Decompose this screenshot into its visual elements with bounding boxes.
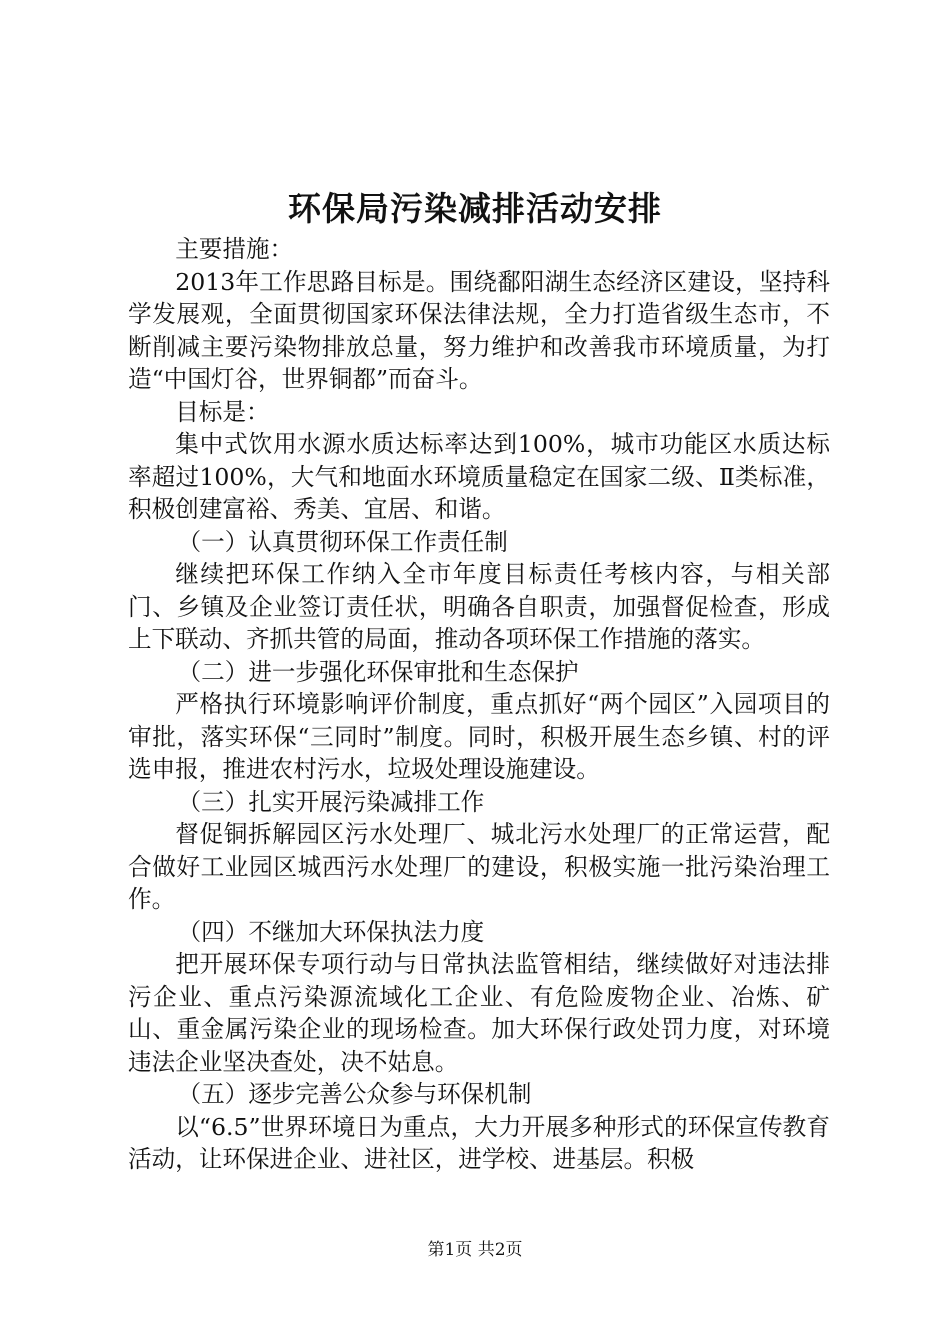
paragraph-section-2: 严格执行环境影响评价制度，重点抓好“两个园区”入园项目的审批，落实环保“三同时”制度。同时，积极开展生态乡镇、村的评选申报，推进农村污水，垃圾处理设施建设。 — [128, 690, 830, 783]
paragraph-2013-goals: 2013年工作思路目标是。围绕鄱阳湖生态经济区建设，坚持科学发展观，全面贯彻国家环保法律法规，全力打造省级生态市，不断削减主要污染物排放总量，努力维护和改善我市环境质量，为打造“中国灯谷，世界铜都”而奋斗。 — [128, 267, 830, 393]
paragraph-section-3: 督促铜拆解园区污水处理厂、城北污水处理厂的正常运营，配合做好工业园区城西污水处理厂的建设，积极实施一批污染治理工作。 — [128, 820, 830, 913]
paragraph-targets-label: 目标是： — [175, 397, 270, 426]
paragraph-measures-label: 主要措施： — [175, 235, 294, 263]
document-body — [128, 233, 830, 1176]
paragraph-section-4: 把开展环保专项行动与日常执法监管相结，继续做好对违法排污企业、重点污染源流域化工企业、有危险废物企业、冶炼、矿山、重金属污染企业的现场检查。加大环保行政处罚力度，对环境违法企业坚决查处，决不姑息。 — [128, 950, 830, 1076]
paragraph-targets: 集中式饮用水源水质达标率达到100%，城市功能区水质达标率超过100%，大气和地面水环境质量稳定在国家二级、Ⅱ类标准，积极创建富裕、秀美、宜居、和谐。 — [128, 430, 830, 523]
section-heading-5: （五）逐步完善公众参与环保机制 — [177, 1080, 532, 1108]
section-heading-3: （三）扎实开展污染减排工作 — [177, 787, 485, 816]
section-heading-4: （四）不继加大环保执法力度 — [177, 917, 485, 946]
section-heading-1: （一）认真贯彻环保工作责任制 — [177, 527, 508, 556]
paragraph-section-1: 继续把环保工作纳入全市年度目标责任考核内容，与相关部门、乡镇及企业签订责任状，明确各自职责，加强督促检查，形成上下联动、齐抓共管的局面，推动各项环保工作措施的落实。 — [128, 560, 830, 653]
paragraph-section-5: 以“6.5”世界环境日为重点，大力开展多种形式的环保宣传教育活动，让环保进企业、进社区，进学校、进基层。积极 — [128, 1112, 830, 1173]
section-heading-2: （二）进一步强化环保审批和生态保护 — [177, 657, 579, 686]
page-number-footer: 第1页 共2页 — [427, 1240, 523, 1260]
document-title: 环保局污染减排活动安排 — [288, 189, 662, 228]
